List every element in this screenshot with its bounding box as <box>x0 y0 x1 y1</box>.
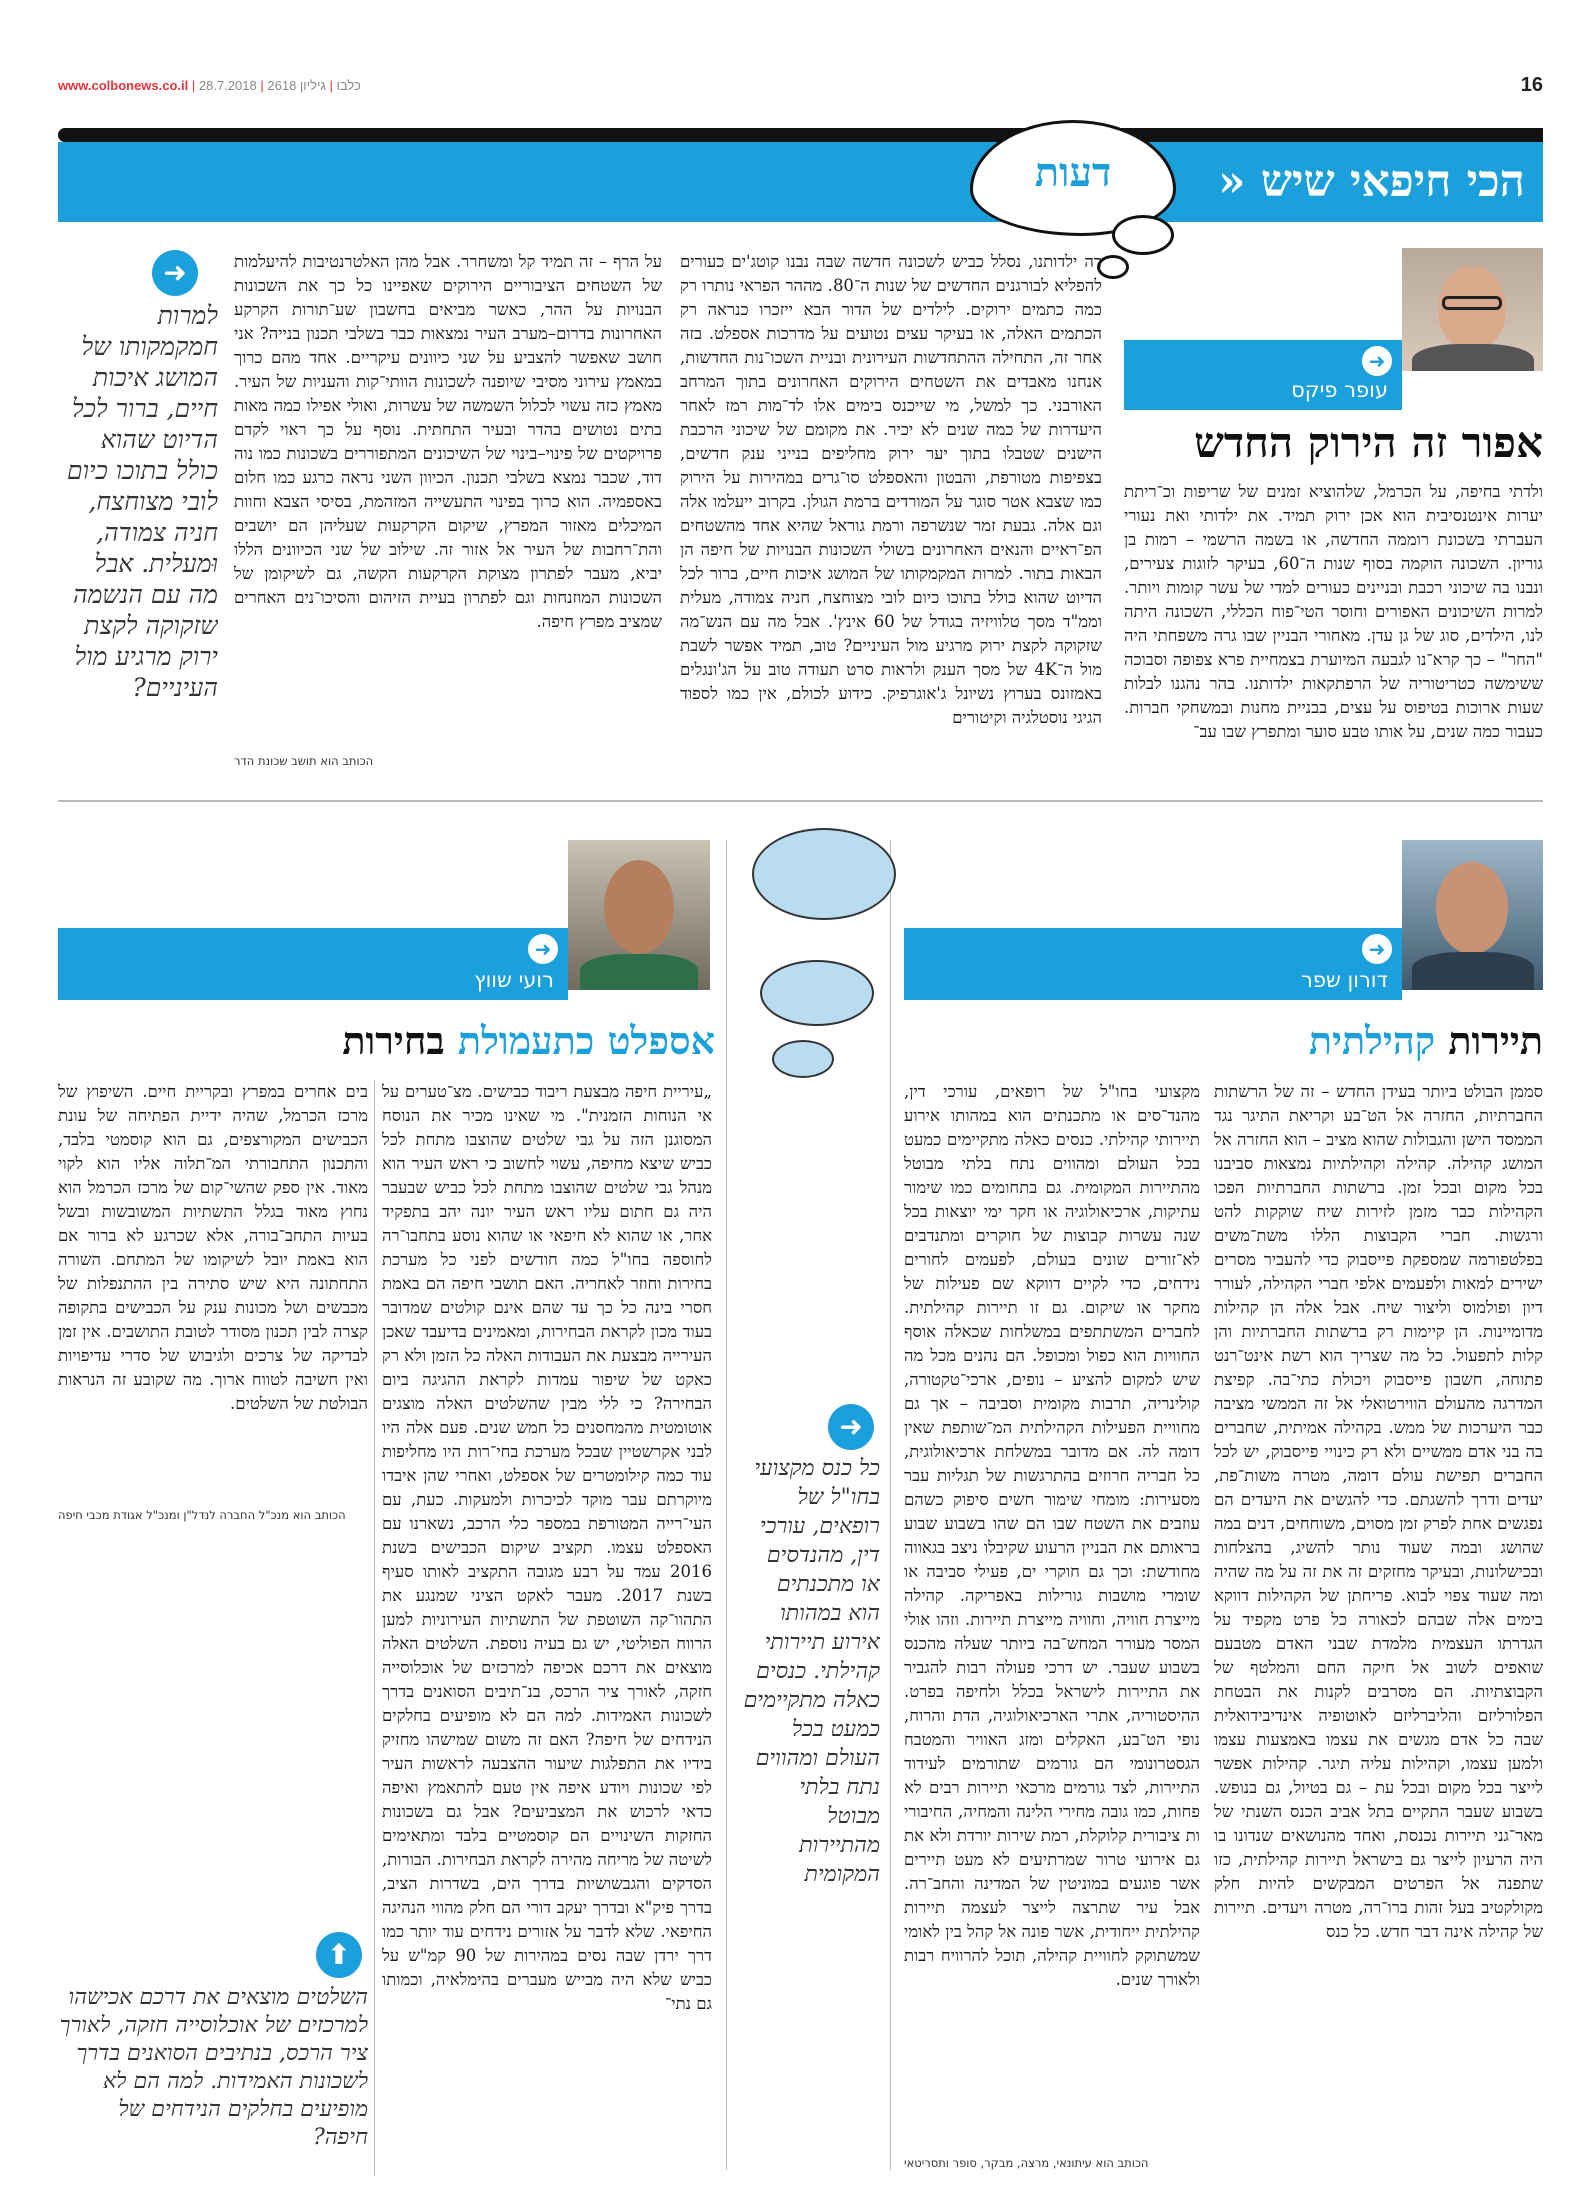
issue-date: 28.7.2018 <box>198 78 257 93</box>
headline-main: תיירות <box>1448 1018 1543 1063</box>
section-banner <box>58 142 1543 222</box>
author-box-ofer-fix <box>1124 340 1402 410</box>
arrow-right-icon[interactable]: ➜ <box>152 250 198 296</box>
section-label: דעות <box>1034 149 1112 196</box>
column-rule <box>374 1080 375 2176</box>
page-number: 16 <box>1520 74 1543 96</box>
headline-accent: קהילתית <box>1308 1018 1436 1063</box>
headline-accent: אספלט כתעמולת <box>457 1018 715 1063</box>
article3-column-2: בים אחרים במפרץ ובקריית חיים. השיפוץ של מרכז הכרמל, שהיה ידיית הפתיחה של עונת הכבישים המקורצפים, גם הוא קוסמטי בלבד, והתכנון התחבורתי המ־תלוה אליו הוא לקוי מאוד. אין ספק שהשי־קום של מרכז הכרמל הוא נחוץ מאוד בגלל התשתיות המשובשות ובשל בעיות התחב־בורה, אלא שכרגע לא ברור אם הוא באמת יובל לשיקומו של המתחם. השורה התחתונה היא שיש סתירה בין ההתנפלות של מכבשים ושל מכונות ענק על הכבישים בתקופה קצרה לבין תכנון מסודר לטובת התושבים. אין זמן לבדיקה של צרכים ולגיבוש של סדרי עדיפויות ואין חשיבה לטווח ארוך. מה שקובע זה הנראות הבולטת של השלטים. <box>58 1082 368 1413</box>
article1-column-2: רה ילדותנו, נסלל כביש לשכונה חדשה שבה נבנו קוטג'ים כעורים להפליא לבורגנים החדשים של שנות ה־80. מההר הפראי נותרו רק כמה כתמים ירוקים. לילדים של הדור הבא ייזכרו כנראה רק הכתמים האלה, או בעיקר עצים נטועים על מדרכות אספלט. בזה אחר זה, התחילה ההתחדשות העירונית ובניית השכו־נות החדשות, אנחנו מאבדים את השטחים הירוקים האחרונים בתוך המרחב האורבני. כך למשל, מי שייכנס בימים אלו לד־מות רמז לאחר היעדרות של כמה שנים לא יכיר. את מקומם של שיכוני הרכבת הישנים שטבלו בתוך יער ירוק מחליפים בנייני ענק חדשים, בצפיפות מטורפת, והבטון והאספלט סו־גרים במהירות על הירוק כמו שצבא אטר סוגר על המורדים ברמת הגולן. בקרוב ייעלמו אלה וגם אלה. גבעת זמר שנשרפה ורמת גוראל שהיא אחד מהשטחים הפ־ראיים והנאים האחרונים בשולי השכונות הבנויות של חיפה הן הבאות בתור. למרות המקמקותו של המושג איכות חיים, ברור לכל הדיוט שהוא כולל בתוכו כיום לובי מצוחצח, חניה צמודה, מעלית וממ"ד מסך טלוויזיה בגודל של 60 אינץ'. אבל מה עם הנש־מה שזקוקה לקצת ירוק מרגיע מול העיניים? טוב, תמיד אפשר לשבת מול ה־4K של מסך הענק ולראות סרט תעודה טוב על הג'ונגלים באמזונס בערוץ נשיונל ג'אוגרפיק. כידוע לכולם, אין כמו לספוד הגיגי נוסטלגיה וקיטורים <box>680 252 1102 727</box>
author-name: עופר פיקס <box>1291 378 1388 402</box>
article2-footnote: הכותב הוא עיתונאי, מרצה, מבקר, סופר ותסריטאי <box>904 2156 1149 2170</box>
headline-article1 <box>1194 418 1543 468</box>
author-box-doron-shefer <box>904 928 1402 1000</box>
article1-column-1: ולדתי בחיפה, על הכרמל, שלהוציא זמנים של שריפות וכ־ריתת יערות אינטנסיבית הוא אכן ירוק תמיד. את ילדותי ואת נעורי העברתי בשכונת רוממה החדשה, או בשמה הרשמי – רמות בן גוריון. השכונה הוקמה בסוף שנות ה־60, בעיקר לזוגות צעירים, ונבנו בה שיכוני רכבת ובניינים כעורים למדי של עשר קומות ויותר. למרות השיכונים האפורים וחוסר הטי־פוח הכללי, השכונה היתה לנו, הילדים, סוג של גן עדן. מאחורי הבניין שבו גרה משפחתי היה "החר" – כך קרא־נו לגבעה המיוערת בצמחיית פרא צפופה וסבוכה ששימשה כטריטוריה של הרפתקאות ילדותנו. בהר נהגנו לבלות שעות ארוכות בטיפוס על עצים, בבניית מחנות ובמשחקי חברות. כעבור כמה שנים, על אותו טבע סוער ומתפרץ שבו עב־ <box>1124 482 1543 741</box>
article3-column-1: „עיריית חיפה מבצעת ריבוד כבישים. מצ־טערים על אי הנוחות הזמנית". מי שאינו מכיר את הנוסח המסוגנן הזה על גבי שלטים שהוצבו מתחת לכל כביש שיצא מחיפה, עשוי לחשוב כי ראש העיר הוא מנהל גבי שלטים שהוצבו מתחת לכל כביש שבעבר היה גם חתום עליו ראש העיר יונה יהב בתפקיד אחר, או שהוא לא חיפאי או שהוא נוסע בתחבו־רה לחוספה בחו"ל כמה חודשים לפני כל מערכת בחירות וחוזר לאחריה. האם תושבי חיפה הם באמת חסרי בינה כל כך עד שהם אינם קולטים שמדובר בעוד מכון לקראת הבחירות, ומאמינים בדיעבד שאכן העירייה מבצעת את העבודות האלה כל הזמן ולא רק כאקט של שיפור עמדות לקראת ההגיגה ביום הבחירה? כי ללי מבין שהשלטים האלה מוצגים אוטומטית מהמחסנים כל חמש שנים. פעם אלה היו לבני אקרשטיין שבכל מערכת בחי־רות היו מחליפות עוד כמה קילומטרים של אספלט, ואחרי שהן איבדו מיוקרתם עבר מוקד לכיכרות ולמעקות. כעת, עם העי־רייה המטורפת במספר כלי הרכב, נשארנו עם האספלט עצמו. תקציב שיקום הכבישים בשנת 2016 עמד על רבע מגובה התקציב לאותו סעיף בשנת 2017. מעבר לאקט הציני שמנגע את התהוו־קה השוטפת של התשתיות העירוניות למען הרווח הפוליטי, יש גם בעיה נוספת. השלטים האלה מוצאים את דרכם אכיפה למרכזים של אוכלוסייה חזקה, לאורך ציר הרכס, בנ־תיבים הסואנים בדרך לשכונות האמידות. למה הם לא מופיעים בחלקים הנידחים של חיפה? האם זה משום שמישהו מחזיק בידיו את התפלגות שיעור ההצבעה לראשות העיר לפי שכונות ויודע איפה אין טעם להתאמץ ואיפה כדאי לרכוש את המצביעים? אבל גם בשכונות החזקות השינויים הם קוסמטיים בלבד ומתאימים לשיטה של מריחה מהירה לקראת הבחירות. הבורות, הסדקים והגבשושיות בדרך הים, בשדרות הציב, בדרך פיק"א ובדרך יעקב דורי הם חלק מהווי הנהיגה החיפאי. שלא לדבר על אזורים נידחים עוד יותר כמו דרך ירדן שבה נסים במהירות של 90 קמ"ש על כביש שלא היה מבייש מעברים בהימלאיה, וכמותו גם נתי־ <box>382 1082 712 2013</box>
arrow-up-icon[interactable]: ⬆ <box>316 1932 362 1978</box>
headline-article3 <box>342 1018 715 1064</box>
article1-pull-quote: למרות חמקמקותו של המושג איכות חיים, ברור לכל הדיוט שהוא כולל בתוכו כיום לובי מצוחצח, חניה צמודה, וּמעלית. אבל מה עם הנשמה שזקוקה לקצת ירוק מרגיע מול העיניים? <box>67 301 218 702</box>
chevron-double-left-icon: « <box>1218 156 1246 207</box>
column-rule <box>726 840 727 2170</box>
masthead <box>58 74 1543 100</box>
section-divider <box>58 800 1543 802</box>
masthead-separator: | <box>191 78 196 93</box>
glasses <box>1442 296 1502 310</box>
article1-footnote: הכותב הוא תושב שכונת הדר <box>234 754 374 768</box>
arrow-right-icon[interactable]: ➜ <box>1362 934 1392 964</box>
article3-footnote: הכותב הוא מנכ"ל החברה לנדל"ן ומנכ"ל אגודת מכבי חיפה <box>58 1508 346 1522</box>
thought-cloud-large <box>752 828 896 920</box>
banner-title <box>1210 142 1525 222</box>
masthead-separator: | <box>329 78 333 93</box>
author-photo-doron-shefer <box>1402 840 1543 990</box>
banner-top-rule <box>58 128 1543 142</box>
article3-pull-quote: השלטים מוצאים את דרכם אכישהו למרכזים של אוכלוסייה חזקה, לאורך ציר הרכס, בנתיבים הסואנים בדרך לשכונות האמידות. למה הם לא מופיעים בחלקים הנידחים של חיפה? <box>59 1985 368 2150</box>
arrow-right-icon[interactable]: ➜ <box>828 1404 874 1450</box>
headline-main: אפור זה הירוק <box>1307 418 1543 467</box>
thought-bubble-small <box>1112 215 1174 255</box>
column-rule <box>890 840 891 2170</box>
arrow-right-icon[interactable]: ➜ <box>528 934 558 964</box>
brand-name: כלבו <box>336 78 361 93</box>
article2-column-1: סממן הבולט ביותר בעידן החדש – זה של הרשתות החברתיות, החזרה אל הט־בע וקריאת התיגר נגד הממסד הישן והגבולות שהוא מציב – הוא החזרה אל המושג קהילה. קהילה וקהילתיות נמצאות סביבנו בכל מקום ובכל זמן. ברשתות החברתיות הפכו הקהילות כבר מזמן לזירות שיח שוקקות להט ורגשות. חברי הקבוצות הללו משת־משים בפלטפורמה שמספקת פייסבוק כדי להעביר מסרים ישירים למאות ולפעמים אלפי חברי הקהילה, לעורר דיון ופולמוס וליצור שיח. אבל אלה הן קהילות מדומיינות. הן קיימות רק ברשתות החברתיות והן קלות לתפעול. כל מה שצריך הוא רשת אינט־רנט פתוחה, חשבון פייסבוק ויכולת כתי־בה. קפיצת המדרגה מהעולם הווירטואלי אל זה הממשי מציבה כבר היערכות של ממש. בקהילה אמיתית, שחברים בה בני אדם ממשיים ולא רק כינויי פייסבוק, יש לכל החברים תפישת עולם דומה, מטרה משות־פת, יעדים ודרך להשגתם. כדי להגשים את היעדים הם נפגשים אחת לפרק זמן מסוים, משוחחים, דנים במה שהושג ובמה שעוד נותר להשיג, בהצלחות ובכישלונות, ובעיקר מחזקים זה את זה על מה שהיה ומה שעוד צפוי לבוא. פריחתן של הקהילות דווקא בימים אלה שבהם לכאורה כל פרט מקפיד על הגדרתו העצמית מלמדת שבני האדם מטבעם שואפים לשוב אל חיקה החם והמלטף של הקבוצתיות. הם מסרבים לקנות את הבטחת הפלורליזם והליברליזם לאוטופיה אינדיבידואלית שבה כל אדם מגשים את עצמו באמצעות עצמו ולמען עצמו, וקהילות עליה תיגר. קהילות אפשר לייצר בכל מקום ובכל עת – גם בטיול, גם בנופש. בשבוע שעבר התקיים בתל אביב הכנס השנתי של מאר־גני תיירות נכנסת, ואחד מהנושאים שנדונו בו היה הרעיון לייצר גם בישראל תיירות קהילתית, כזו שתפנה אל הפרטים המבקשים להיות חלק מקולקטיב בעל זהות ברו־רה, מטרה ויעדים. תיירות של קהילה אינה דבר חדש. כל כנס <box>1214 1082 1543 1941</box>
thought-cloud-small <box>772 1040 834 1078</box>
author-box-roi-schwartz <box>58 928 568 1000</box>
article1-column-3: על הרף – זה תמיד קל ומשחרר. אבל מהן האלטרנטיבות להיעלמות של השטחים הציבוריים הירוקים שאפיינו כל כך את השכונות הבנויות על ההר, כאשר מביאים בחשבון שע־תורות הקרקע האחרונות בדרום–מערב העיר נמצאות כבר בשלבי תכנון בנייה? אני חושב שאפשר להצביע על שני כיוונים עיקריים. אחד מהם כרוך במאמץ עירוני מסיבי שיופנה לשכונות הוותי־קות והעניות של העיר. מאמץ כזה עשוי לכלול השמשה של עשרות, ואולי אפילו כמה מאות בתים נטושים בהדר ובעיר התחתית. נוסף על כך ראוי לקדם פרויקטים של פינוי–בינוי של השיכונים המתפוררים בשכונות כמו נוה דוד, שכבר נמצא בשלבי תכנון. הכיוון השני נראה כרגע כמו חלום באספמיה. הוא כרוך בפינוי התעשייה המזהמת, בסיסי הצבא וחוות המיכלים מאזור המפרץ, שיקום הקרקעות שעליהן הם יושבים והת־רחבות של העיר אל אזור זה. שילוב של שני הכיוונים הללו יביא, מעבר לפתרון מצוקת הקרקעות הקשה, גם לשיקומן של השכונות המוזנחות וגם לפתרון בעיית הזיהום והסיכו־נים האחרים שמציב מפרץ חיפה. <box>234 252 662 631</box>
masthead-separator: | <box>260 78 264 93</box>
banner-title-text: הכי חיפאי שיש <box>1260 156 1525 207</box>
site-url[interactable]: www.colbonews.co.il <box>58 78 189 93</box>
author-name: רועי שווץ <box>474 968 554 992</box>
headline-article2 <box>1309 1018 1543 1064</box>
author-photo-ofer-fix <box>1402 248 1543 371</box>
arrow-right-icon[interactable]: ➜ <box>1362 346 1392 376</box>
headline-main: בחירות <box>342 1018 445 1063</box>
author-name: דורון שפר <box>1300 968 1388 992</box>
author-photo-roi-schwartz <box>568 840 710 990</box>
thought-cloud-medium <box>760 960 874 1026</box>
article2-pull-quote: כל כנס מקצועי בחו"ל של רופאים, עורכי דין, מהנדסים או מתכנתים הוא במהותו אירוע תיירותי קהילתי. כנסים כאלה מתקיימים כמעט בכל העולם ומהווים נתח בלתי מבוטל מהתיירות המקומית <box>743 1456 880 1887</box>
headline-accent: החדש <box>1194 418 1294 467</box>
article2-column-2: מקצועי בחו"ל של רופאים, עורכי דין, מהנד־סים או מתכנתים הוא במהותו אירוע תיירותי קהילתי. כנסים כאלה מתקיימים כמעט בכל העולם ומהווים נתח בלתי מבוטל מהתיירות המקומית. גם בתחומים כמו שימור עתיקות, ארכיאולוגיה או חקר ימי יוצאות בכל שנה עשרות קבוצות של חוקרים ומתנדבים לא־זורים שונים בעולם, לפעמים לחורים נידחים, כדי לקיים דווקא שם פעילות של מחקר או שיקום. גם זו תיירות קהילתית. לחברים המשתתפים במשלחות שכאלה אוסף החוויות הוא כפול ומכופל. הם נהנים מכל מה שיש למקום להציע – נופים, ארכי־טקטורה, קולינריה, תרבות מקומית וסביבה – אך גם מחוויית הפעילות הקהילתית המ־שותפת שאין דומה לה. אם מדובר במשלחת ארכיאולוגית, כל חבריה חרוזים בהתרגשות של תגליות עבר מסעירות: מומחי שימור חשים סיפוק כשהם עוזבים את השטח שבו הם שהו בשבוע שבוע בראותם את הבניין הרעוע שקיבלו ניצב בגאווה מחודשת: וכך גם חוקרי ים, פעילי סביבה או שומרי מושבות גורילות באפריקה. קהילה מייצרת חוויה, וחוויה מייצרת תיירות. וזהו אולי המסר מעורר המחש־בה ביותר שעלה מהכנס בשבוע שעבר. יש דרכי פעולה רבות להגביר את התיירות לישראל בכלל ולחיפה בפרט. ההיסטוריה, אתרי הארכיאולוגיה, הדת והרוח, נופי הט־בע, האקלים ומזג האוויר והמטבח הגסטרונומי הם גורמים שתורמים לעידוד התיירות, לצד גורמים מרכאי תיירות רבים לא פחות, כמו גובה מחירי הלינה והמחיה, החיבורי ות ציבורית קלוקלת, רמת שירות יורדת ולא את גם אירועי טרור שמרתיעים לא מעט תיירים אשר פוגעים במוניטין של המדינה והחב־רה. אבל עיר שתרצה לייצר לעצמה תיירות קהילתית ייחודית, אשר פונה אל קהל בין לאומי שמשתוקק לחוויית קהילה, תוכל להרוויח רבות ולאורך שנים. <box>904 1082 1200 1989</box>
issue-number: גיליון 2618 <box>267 78 326 93</box>
